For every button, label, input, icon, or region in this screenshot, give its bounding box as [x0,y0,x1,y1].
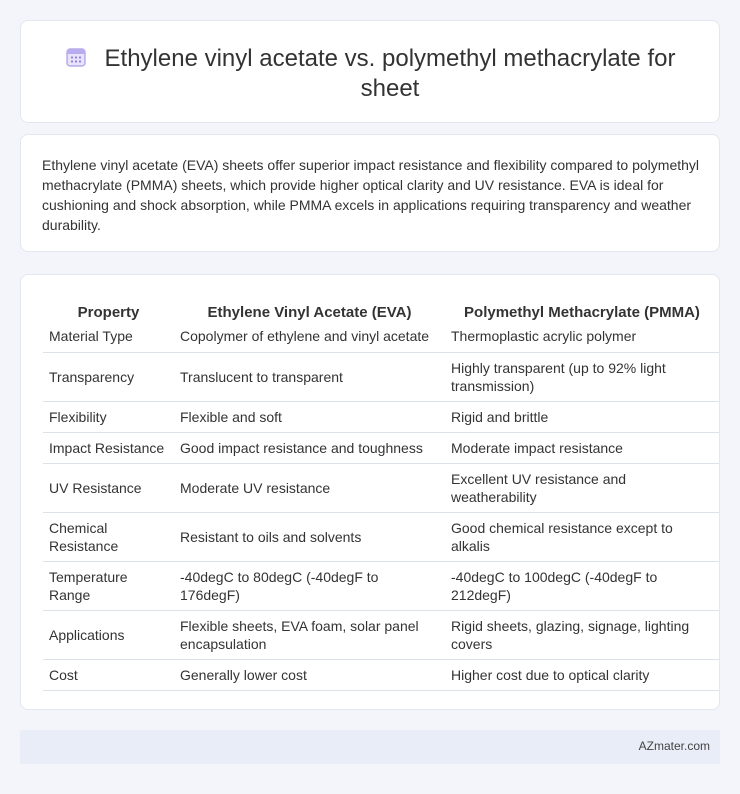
row-eva: Good impact resistance and toughness [174,432,445,463]
title-card [20,20,720,123]
table-row [43,352,719,401]
row-pmma: Higher cost due to optical clarity [445,659,719,690]
page-title: Ethylene vinyl acetate vs. polymethyl methacrylate for sheet [104,45,676,102]
row-pmma: -40degC to 100degC (-40degF to 212degF) [445,561,719,610]
table-row [43,659,719,690]
footer-bar [20,730,720,764]
row-property: Transparency [43,352,174,401]
row-property: Impact Resistance [43,432,174,463]
table-header-row [43,297,719,321]
header-pmma: Polymethyl Methacrylate (PMMA) [464,304,700,321]
row-eva: Flexible and soft [174,401,445,432]
table-row [43,561,719,610]
row-eva: Resistant to oils and solvents [174,512,445,561]
row-pmma: Moderate impact resistance [445,432,719,463]
row-eva: Generally lower cost [174,659,445,690]
row-pmma: Thermoplastic acrylic polymer [445,321,719,352]
row-eva: Translucent to transparent [174,352,445,401]
table-row [43,321,719,352]
row-property: Flexibility [43,401,174,432]
row-pmma: Highly transparent (up to 92% light transmission) [445,352,719,401]
row-eva: Copolymer of ethylene and vinyl acetate [174,321,445,352]
header-eva: Ethylene Vinyl Acetate (EVA) [207,304,412,321]
table-row [43,401,719,432]
row-property: Cost [43,659,174,690]
comparison-table [43,297,719,691]
row-pmma: Rigid sheets, glazing, signage, lighting covers [445,610,719,659]
summary-card [20,134,720,252]
table-row [43,432,719,463]
table-row [43,610,719,659]
row-eva: Flexible sheets, EVA foam, solar panel encapsulation [174,610,445,659]
table-row [43,512,719,561]
footer-site-link[interactable]: AZmater.com [638,739,710,753]
header-property: Property [77,304,140,321]
row-property: UV Resistance [43,463,174,512]
row-property: Chemical Resistance [43,512,174,561]
row-eva: -40degC to 80degC (-40degF to 176degF) [174,561,445,610]
row-pmma: Rigid and brittle [445,401,719,432]
row-property: Applications [43,610,174,659]
row-property: Temperature Range [43,561,174,610]
row-property: Material Type [43,321,174,352]
comparison-card [20,274,720,710]
row-pmma: Good chemical resistance except to alkalis [445,512,719,561]
row-pmma: Excellent UV resistance and weatherability [445,463,719,512]
summary-text: Ethylene vinyl acetate (EVA) sheets offer superior impact resistance and flexibility compared to polymethyl methacrylate (PMMA) sheets, which provide higher optical clarity and UV resistance. EVA is ideal for cushioning and shock absorption, while PMMA excels in applications requiring transparency and weather durability. [42,157,700,233]
row-eva: Moderate UV resistance [174,463,445,512]
table-row [43,463,719,512]
